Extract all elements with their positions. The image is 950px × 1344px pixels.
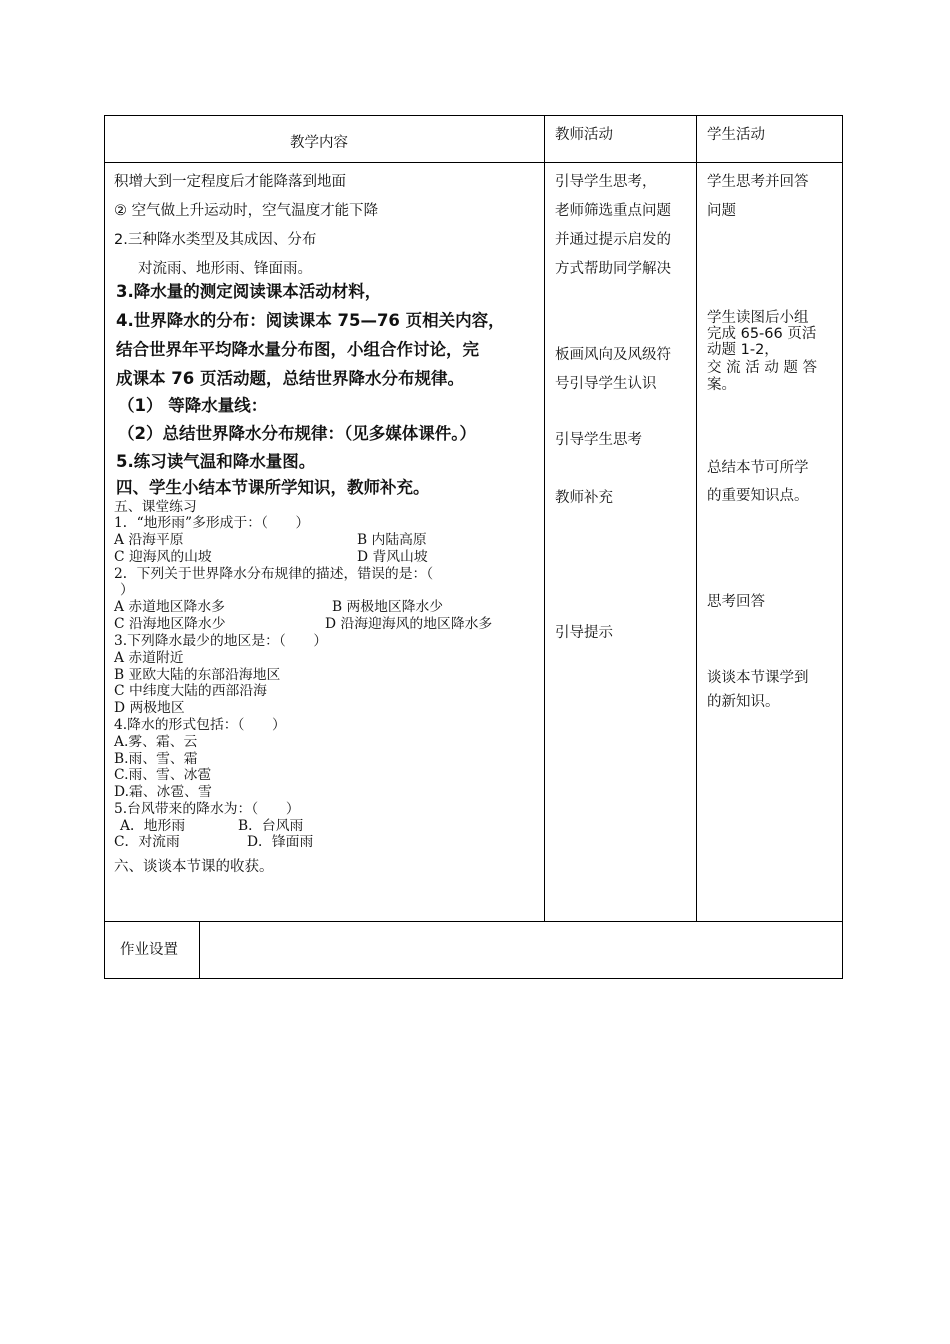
table-border-right	[842, 115, 843, 979]
table-border-left	[104, 115, 105, 979]
teacher-activity-line: 引导学生思考	[555, 432, 642, 448]
student-activity-line: 交 流 活 动 题 答	[707, 360, 818, 376]
exercise-option: D 背风山坡	[357, 549, 428, 565]
exercise-option: A 沿海平原	[114, 532, 184, 548]
body-divider	[104, 921, 843, 922]
content-line: 2.三种降水类型及其成因、分布	[114, 232, 317, 248]
content-line: ② 空气做上升运动时，空气温度才能下降	[114, 203, 379, 219]
exercise-option: C.雨、雪、冰雹	[114, 767, 212, 783]
student-activity-line: 思考回答	[707, 594, 765, 610]
column-divider-student	[696, 115, 697, 922]
teacher-activity-line: 教师补充	[555, 490, 613, 506]
teacher-activity-line: 并通过提示启发的	[555, 232, 671, 248]
exercise-option: B．台风雨	[238, 818, 304, 834]
content-line: 5.练习读气温和降水量图。	[116, 452, 316, 471]
student-activity-line: 学生思考并回答	[707, 174, 809, 190]
exercise-option: C 沿海地区降水少	[114, 616, 226, 632]
exercise-option: C 中纬度大陆的西部沿海	[114, 683, 267, 699]
teacher-activity-line: 引导学生思考，	[555, 174, 657, 190]
student-activity-line: 谈谈本节课学到	[707, 670, 809, 686]
student-activity-line: 问题	[707, 203, 736, 219]
homework-divider	[199, 921, 200, 979]
exercise-option: B 亚欧大陆的东部沿海地区	[114, 667, 281, 683]
student-activity-line: 案。	[707, 377, 736, 393]
student-activity-line: 动题 1-2，	[707, 342, 779, 358]
content-line: （2）总结世界降水分布规律：（见多媒体课件。）	[118, 424, 476, 443]
content-line: 3.降水量的测定阅读课本活动材料，	[116, 282, 382, 301]
header-student-activity: 学生活动	[707, 127, 765, 143]
exercise-option: A.雾、霜、云	[114, 734, 198, 750]
column-divider-teacher	[544, 115, 545, 922]
header-divider	[104, 162, 843, 163]
exercise-question: 3.下列降水最少的地区是：（ ）	[114, 633, 328, 649]
content-line: 四、学生小结本节课所学知识，教师补充。	[116, 478, 430, 497]
content-line: 积增大到一定程度后才能降落到地面	[114, 174, 346, 190]
teacher-activity-line: 引导提示	[555, 625, 613, 641]
header-teaching-content: 教学内容	[290, 135, 348, 151]
exercise-option: A 赤道地区降水多	[114, 599, 225, 615]
content-line: 成课本 76 页活动题，总结世界降水分布规律。	[116, 369, 464, 388]
content-line: （1） 等降水量线：	[118, 396, 268, 415]
exercise-option: D．锋面雨	[247, 834, 314, 850]
exercise-option: D 沿海迎海风的地区降水多	[325, 616, 493, 632]
table-border-top	[104, 115, 843, 116]
exercise-option: B 两极地区降水少	[332, 599, 444, 615]
exercise-question: 1．“地形雨”多形成于：（ ）	[114, 515, 310, 531]
exercise-option: D 两极地区	[114, 700, 185, 716]
teacher-activity-line: 号引导学生认识	[555, 376, 657, 392]
exercise-option: B.雨、雪、霜	[114, 751, 198, 767]
exercise-option: B 内陆高原	[357, 532, 427, 548]
content-line: 对流雨、地形雨、锋面雨。	[138, 261, 312, 277]
student-activity-line: 完成 65-66 页活	[707, 326, 817, 342]
teacher-activity-line: 方式帮助同学解决	[555, 261, 671, 277]
content-line: 结合世界年平均降水量分布图，小组合作讨论，完	[116, 340, 479, 359]
exercise-question-end: ）	[120, 582, 134, 598]
student-activity-line: 总结本节可所学	[707, 460, 809, 476]
teacher-activity-line: 板画风向及风级符	[555, 347, 671, 363]
teacher-activity-line: 老师筛选重点问题	[555, 203, 671, 219]
student-activity-line: 学生读图后小组	[707, 310, 809, 326]
exercise-question: 2．下列关于世界降水分布规律的描述，错误的是：（	[114, 566, 434, 582]
reflection-line: 六、谈谈本节课的收获。	[114, 859, 274, 875]
exercise-question: 5.台风带来的降水为：（ ）	[114, 801, 300, 817]
exercise-option: D.霜、冰雹、雪	[114, 784, 212, 800]
table-border-bottom	[104, 978, 843, 979]
exercise-option: A．地形雨	[120, 818, 186, 834]
exercise-option: C 迎海风的山坡	[114, 549, 212, 565]
header-teacher-activity: 教师活动	[555, 127, 613, 143]
exercise-question: 4.降水的形式包括：（ ）	[114, 717, 286, 733]
homework-label: 作业设置	[120, 942, 178, 958]
exercise-option: A 赤道附近	[114, 650, 184, 666]
student-activity-line: 的重要知识点。	[707, 488, 809, 504]
exercise-option: C．对流雨	[114, 834, 180, 850]
content-line: 4.世界降水的分布：阅读课本 75—76 页相关内容，	[116, 311, 505, 330]
exercise-heading: 五、课堂练习	[114, 499, 197, 515]
student-activity-line: 的新知识。	[707, 694, 780, 710]
